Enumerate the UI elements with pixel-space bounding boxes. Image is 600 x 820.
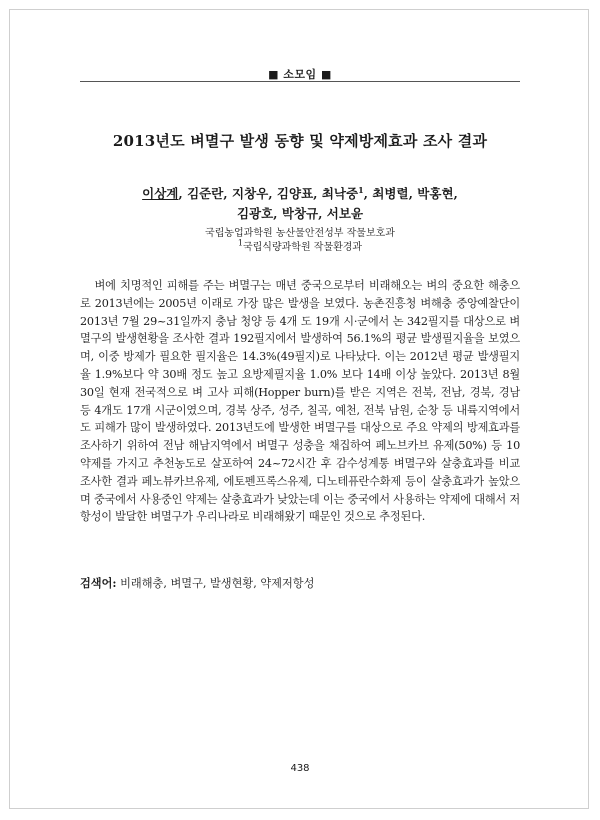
affiliation-2: 국립식량과학원 작물환경과 (242, 242, 363, 253)
affiliation-1: 국립농업과학원 농산물안전성부 작물보호과 (205, 228, 395, 239)
section-label: ■ 소모임 ■ (268, 68, 332, 81)
authors-line1-tail: , 최병렬, 박홍현, (363, 186, 458, 201)
keywords (80, 575, 520, 592)
page-number: 438 (290, 763, 310, 774)
keywords-label: 검색어: (80, 576, 117, 590)
affiliation-2-mark: 1 (237, 238, 243, 248)
header-rule (80, 81, 520, 82)
paper-title: 2013년도 벼멸구 발생 동향 및 약제방제효과 조사 결과 (112, 132, 488, 150)
authors-line1-rest: , 김준란, 지창우, 김양표, 최낙중 (178, 186, 359, 201)
affiliation-mark: 1 (358, 184, 364, 195)
abstract-body: 벼에 치명적인 피해를 주는 벼멸구는 매년 중국으로부터 비래해오는 벼의 중요한 해충으로 2013년에는 2005년 이래로 가장 많은 발생을 보였다. 농촌진흥청 벼해충 중앙예찰단이 2013년 7월 29~31일까지 충남 청양 등 4개 도 19개 시·군에서 논 342필지를 대상으로 벼멸구의 발생현황을 조사한 결과 192필지에서 발생하여 56.1%의 평균 발생필지율을 보였으며, 이중 방제가 필요한 필지율은 14.3%(49필지)로 나타났다. 이는 2012년 평균 발생필지율 1.9%보다 약 30배 정도 높고 요방제필지율 1.0% 보다 14배 이상 높았다. 2013년 8월 30일 현재 전국적으로 벼 고사 피해(Hopper burn)를 받은 지역은 전북, 전남, 경북, 경남 등 4개도 17개 시군이였으며, 경북 상주, 성주, 칠곡, 예천, 전북 남원, 순창 등 내륙지역에서도 피해가 많이 발생하였다. 2013년도에 발생한 벼멸구를 대상으로 주요 약제의 방제효과를 조사하기 위하여 전남 해남지역에서 벼멸구 성충을 채집하여 페노브카브 유제(50%) 등 10약제를 가지고 추천농도로 살포하여 24~72시간 후 감수성계통 벼멸구와 살충효과를 비교 조사한 결과 페노뷰카브유제, 에토펜프록스유제, 디노테퓨란수화제 등이 살충효과가 높았으며 중국에서 사용중인 약제는 살충효과가 낮았는데 이는 중국에서 사용하는 약제에 대해서 저항성이 발달한 벼멸구가 우리나라로 비래해왔기 때문인 것으로 추정된다. (80, 279, 520, 524)
author-list (90, 184, 510, 224)
affiliations (160, 227, 440, 255)
author-line-1 (90, 184, 510, 204)
author-line-2: 김광호, 박창규, 서보윤 (236, 206, 364, 221)
affiliation-2-row (160, 238, 440, 255)
first-author: 이상계 (142, 186, 179, 201)
keywords-values: 비래해충, 벼멸구, 발생현황, 약제저항성 (120, 577, 315, 590)
